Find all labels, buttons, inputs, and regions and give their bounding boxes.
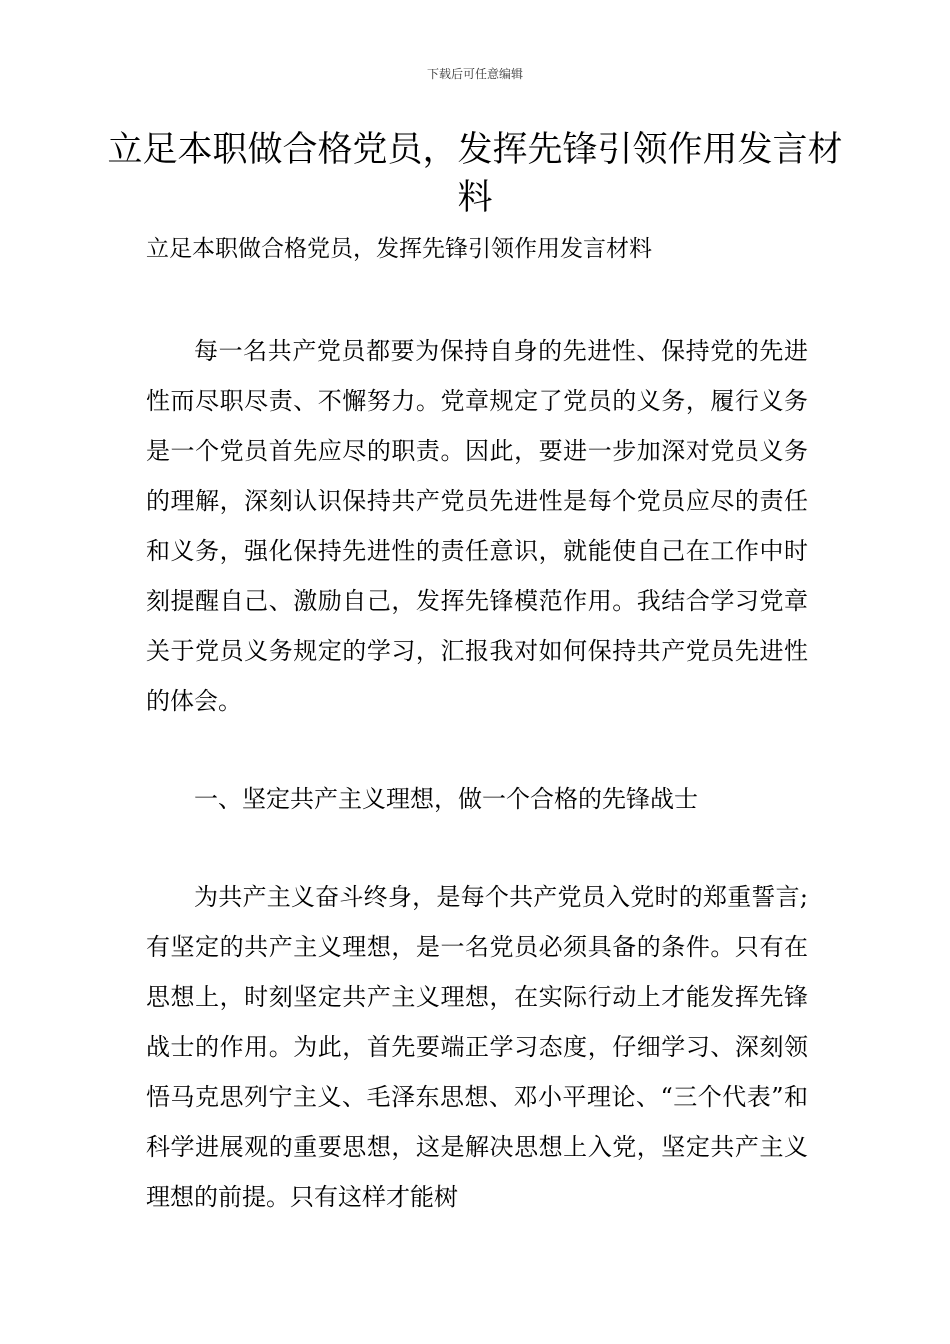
document-title: 立足本职做合格党员，发挥先锋引领作用发言材料	[107, 130, 843, 218]
body-paragraph: 每一名共产党员都要为保持自身的先进性、保持党的先进性而尽职尽责、不懈努力。党章规定了党员的义务，履行义务是一个党员首先应尽的职责。因此，要进一步加深对党员义务的理解，深刻认识保持共产党员先进性是每个党员应尽的责任和义务，强化保持先进性的责任意识，就能使自己在工作中时刻提醒自己、激励自己，发挥先锋模范作用。我结合学习党章关于党员义务规定的学习，汇报我对如何保持共产党员先进性的体会。	[146, 337, 808, 715]
body-paragraph: 为共产主义奋斗终身，是每个共产党员入党时的郑重誓言;有坚定的共产主义理想，是一名党员必须具备的条件。只有在思想上，时刻坚定共产主义理想，在实际行动上才能发挥先锋战士的作用。为此，首先要端正学习态度，仔细学习、深刻领悟马克思列宁主义、毛泽东思想、邓小平理论、“三个代表”和科学进展观的重要思想，这是解决思想上入党，坚定共产主义理想的前提。只有这样才能树	[146, 883, 808, 1211]
document-subtitle: 立足本职做合格党员，发挥先锋引领作用发言材料	[146, 236, 652, 262]
section-heading: 一、坚定共产主义理想，做一个合格的先锋战士	[194, 785, 698, 813]
page-header-note: 下载后可任意编辑	[426, 67, 523, 81]
